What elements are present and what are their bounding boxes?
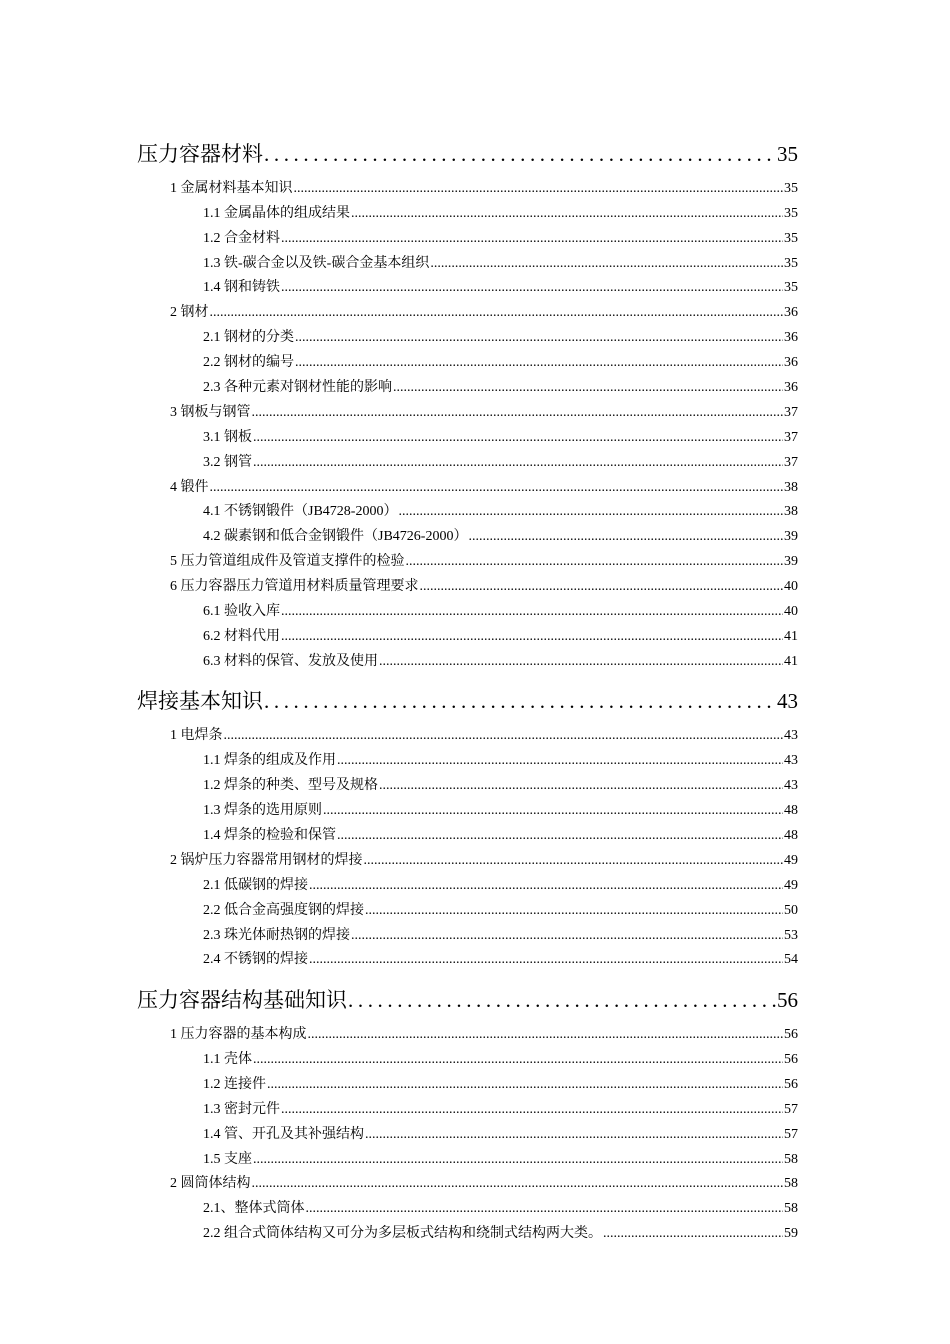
toc-entry-text: 2.2 低合金高强度钢的焊接 [203, 903, 364, 918]
dot-leader [309, 878, 783, 894]
dot-leader [281, 231, 783, 247]
toc-entry-page: 58 [784, 1152, 798, 1167]
dot-leader [253, 455, 783, 471]
toc-entry-page: 54 [784, 952, 798, 967]
toc-entry-page: 35 [784, 181, 798, 196]
toc-entry-page: 35 [784, 231, 798, 246]
dot-leader [393, 380, 783, 396]
toc-entry[interactable] [203, 376, 798, 396]
toc-entry-text: 1.4 钢和铸铁 [203, 280, 280, 295]
dot-leader [210, 480, 784, 496]
toc-entry[interactable] [203, 650, 798, 670]
toc-entry-page: 43 [784, 753, 798, 768]
dot-leader [337, 828, 783, 844]
toc-entry-page: 39 [784, 554, 798, 569]
toc-entry-page: 39 [784, 529, 798, 544]
toc-entry-page: 40 [784, 579, 798, 594]
toc-entry-page: 48 [784, 803, 798, 818]
toc-entry-text: 2 锅炉压力容器常用钢材的焊接 [170, 853, 363, 868]
dot-leader [294, 181, 784, 197]
toc-entry-page: 59 [784, 1226, 798, 1241]
toc-entry-page: 37 [784, 455, 798, 470]
toc-entry-page: 58 [784, 1201, 798, 1216]
dot-leader [351, 206, 783, 222]
toc-entry[interactable] [203, 1222, 798, 1242]
toc-entry[interactable] [170, 1023, 798, 1043]
toc-entry[interactable] [203, 600, 798, 620]
toc-entry-text: 1.1 焊条的组成及作用 [203, 753, 336, 768]
toc-entry-text: 2.3 珠光体耐热钢的焊接 [203, 928, 350, 943]
dot-leader [406, 554, 784, 570]
toc-entry[interactable] [170, 550, 798, 570]
toc-entry[interactable] [203, 426, 798, 446]
dot-leader [309, 952, 783, 968]
toc-entry-page: 35 [784, 206, 798, 221]
toc-entry-text: 1 电焊条 [170, 728, 223, 743]
dot-leader [267, 1077, 783, 1093]
toc-entry-text: 6.2 材料代用 [203, 629, 280, 644]
toc-entry-text: 6.3 材料的保管、发放及使用 [203, 654, 378, 669]
toc-entry[interactable] [203, 451, 798, 471]
dot-leader [253, 1152, 783, 1168]
dot-leader [365, 1127, 783, 1143]
toc-entry-text: 1.4 管、开孔及其补强结构 [203, 1127, 364, 1142]
toc-heading-page: 35 [777, 142, 798, 166]
dot-leader [379, 654, 783, 670]
toc-entry-text: 1.4 焊条的检验和保管 [203, 828, 336, 843]
toc-entry[interactable] [203, 824, 798, 844]
dot-leader [281, 1102, 783, 1118]
dot-leader [337, 753, 783, 769]
toc-entry-text: 4.1 不锈钢锻件（JB4728-2000） [203, 504, 398, 519]
dot-leader [323, 803, 783, 819]
toc-entry-text: 6 压力容器压力管道用材料质量管理要求 [170, 579, 419, 594]
dot-leader [252, 1176, 784, 1192]
dot-leader [253, 430, 783, 446]
toc-entry-page: 38 [784, 504, 798, 519]
toc-entry-page: 43 [784, 778, 798, 793]
dot-leader [351, 928, 783, 944]
toc-entry[interactable] [203, 1048, 798, 1068]
toc-entry-page: 49 [784, 853, 798, 868]
toc-entry[interactable] [170, 1172, 798, 1192]
toc-heading-page: 56 [777, 988, 798, 1012]
dot-leader [398, 504, 783, 520]
dot-leader [430, 256, 783, 272]
toc-heading[interactable] [137, 984, 798, 1014]
toc-entry-page: 41 [784, 654, 798, 669]
toc-entry-page: 48 [784, 828, 798, 843]
dot-leader [281, 604, 783, 620]
toc-entry-text: 2.3 各种元素对钢材性能的影响 [203, 380, 392, 395]
dot-leader [420, 579, 784, 595]
toc-heading-title: 压力容器结构基础知识 [137, 988, 347, 1012]
dot-leader [281, 629, 783, 645]
toc-entry-text: 2.1 钢材的分类 [203, 330, 294, 345]
dot-leader [365, 903, 783, 919]
toc-entry-text: 5 压力管道组成件及管道支撑件的检验 [170, 554, 405, 569]
dot-leader [379, 778, 783, 794]
toc-entry-page: 49 [784, 878, 798, 893]
toc-entry-text: 1 金属材料基本知识 [170, 181, 293, 196]
toc-heading-title: 焊接基本知识 [137, 689, 263, 713]
toc-entry[interactable] [203, 202, 798, 222]
toc-entry-text: 1.5 支座 [203, 1152, 252, 1167]
toc-entry[interactable] [170, 401, 798, 421]
toc-entry-page: 56 [784, 1027, 798, 1042]
toc-entry[interactable] [203, 749, 798, 769]
dot-leader [252, 405, 784, 421]
toc-entry-page: 57 [784, 1102, 798, 1117]
toc-entry-text: 1 压力容器的基本构成 [170, 1027, 307, 1042]
toc-entry[interactable] [203, 252, 798, 272]
toc-entry[interactable] [203, 774, 798, 794]
toc-entry-page: 37 [784, 430, 798, 445]
dot-leader [348, 988, 776, 1013]
dot-leader [210, 305, 784, 321]
toc-heading[interactable] [137, 685, 798, 715]
toc-entry[interactable] [170, 177, 798, 197]
toc-entry-text: 1.3 铁-碳合金以及铁-碳合金基本组织 [203, 256, 430, 271]
toc-entry-text: 1.2 连接件 [203, 1077, 266, 1092]
toc-entry[interactable] [203, 1197, 798, 1217]
toc-entry[interactable] [203, 500, 798, 520]
toc-entry-page: 40 [784, 604, 798, 619]
toc-entry-text: 2.1、整体式筒体 [203, 1201, 305, 1216]
toc-entry[interactable] [203, 1098, 798, 1118]
toc-entry-page: 35 [784, 256, 798, 271]
toc-entry-page: 41 [784, 629, 798, 644]
toc-entry[interactable] [203, 1073, 798, 1093]
toc-entry-text: 4 锻件 [170, 480, 209, 495]
toc-entry[interactable] [170, 301, 798, 321]
toc-entry[interactable] [203, 276, 798, 296]
toc-entry-page: 38 [784, 480, 798, 495]
toc-entry-text: 4.2 碳素钢和低合金钢锻件（JB4726-2000） [203, 529, 468, 544]
dot-leader [264, 142, 776, 167]
toc-entry-page: 58 [784, 1176, 798, 1191]
dot-leader [364, 853, 784, 869]
toc-entry-text: 3.1 钢板 [203, 430, 252, 445]
toc-entry-text: 1.2 合金材料 [203, 231, 280, 246]
dot-leader [253, 1052, 783, 1068]
toc-entry-text: 1.1 金属晶体的组成结果 [203, 206, 350, 221]
toc-entry[interactable] [203, 948, 798, 968]
toc-entry-page: 53 [784, 928, 798, 943]
toc-entry-text: 1.2 焊条的种类、型号及规格 [203, 778, 378, 793]
toc-entry[interactable] [203, 1148, 798, 1168]
toc-entry-page: 35 [784, 280, 798, 295]
toc-entry[interactable] [203, 924, 798, 944]
toc-entry-text: 3.2 钢管 [203, 455, 252, 470]
dot-leader [603, 1226, 783, 1242]
toc-entry[interactable] [203, 227, 798, 247]
dot-leader [224, 728, 784, 744]
toc-entry[interactable] [203, 525, 798, 545]
toc-entry-text: 6.1 验收入库 [203, 604, 280, 619]
toc-entry[interactable] [203, 351, 798, 371]
toc-entry-page: 36 [784, 355, 798, 370]
toc-entry-text: 1.1 壳体 [203, 1052, 252, 1067]
toc-entry-page: 57 [784, 1127, 798, 1142]
dot-leader [264, 689, 776, 714]
dot-leader [281, 280, 783, 296]
toc-entry-text: 2.1 低碳钢的焊接 [203, 878, 308, 893]
toc-entry[interactable] [203, 899, 798, 919]
toc-entry-text: 2.2 钢材的编号 [203, 355, 294, 370]
toc-entry[interactable] [203, 326, 798, 346]
toc-entry[interactable] [203, 874, 798, 894]
dot-leader [295, 330, 783, 346]
toc-entry-page: 56 [784, 1052, 798, 1067]
dot-leader [308, 1027, 784, 1043]
toc-entry-page: 43 [784, 728, 798, 743]
toc-heading-page: 43 [777, 689, 798, 713]
toc-entry-page: 37 [784, 405, 798, 420]
toc-entry-page: 36 [784, 380, 798, 395]
toc-entry-text: 2 圆筒体结构 [170, 1176, 251, 1191]
toc-entry[interactable] [170, 724, 798, 744]
toc-entry-page: 36 [784, 330, 798, 345]
toc-entry-page: 50 [784, 903, 798, 918]
toc-entry[interactable] [203, 625, 798, 645]
toc-heading-title: 压力容器材料 [137, 142, 263, 166]
toc-entry[interactable] [170, 849, 798, 869]
dot-leader [306, 1201, 784, 1217]
toc-entry-text: 3 钢板与钢管 [170, 405, 251, 420]
toc-entry[interactable] [170, 575, 798, 595]
toc-entry[interactable] [170, 476, 798, 496]
toc-entry[interactable] [203, 1123, 798, 1143]
toc-entry-text: 1.3 焊条的选用原则 [203, 803, 322, 818]
toc-entry-page: 56 [784, 1077, 798, 1092]
toc-entry-text: 2.4 不锈钢的焊接 [203, 952, 308, 967]
toc-entry-text: 2 钢材 [170, 305, 209, 320]
toc-entry-text: 1.3 密封元件 [203, 1102, 280, 1117]
toc-heading[interactable] [137, 138, 798, 168]
toc-entry-page: 36 [784, 305, 798, 320]
toc-entry[interactable] [203, 799, 798, 819]
dot-leader [468, 529, 783, 545]
toc-entry-text: 2.2 组合式筒体结构又可分为多层板式结构和绕制式结构两大类。 [203, 1226, 602, 1241]
dot-leader [295, 355, 783, 371]
